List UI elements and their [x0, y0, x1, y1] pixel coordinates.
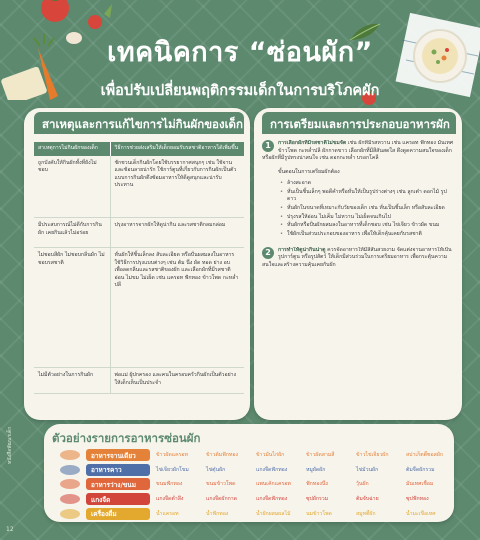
- list-item: • หั่นเป็นชิ้นเล็กๆ พอดีคำหรือหั่นให้เป็นรูปร่างต่างๆ เช่น ลูกเต๋า ดอกไม้ รูปดาว: [280, 189, 454, 204]
- menu-item: ต้มจืดผักรวม: [406, 466, 435, 473]
- list-item: • หั่นผักหรือปั่นผักผสมลงในอาหารที่เด็กชอบ เช่น ไข่เจียว ข้าวผัด ขนม: [280, 222, 454, 230]
- page-number: 12: [6, 526, 14, 533]
- menu-item: สปาเก็ตตี้ซอสผัก: [406, 452, 444, 459]
- prep-heading: การเตรียมและการประกอบอาหารผัก: [262, 112, 456, 134]
- fix-cell: พ่อแม่ ผู้ปกครอง และคนในครอบครัวกินผักเป็นตัวอย่างให้เด็กเห็นเป็นประจำ: [110, 368, 244, 394]
- menu-card: [44, 424, 454, 522]
- table-row: [34, 156, 244, 218]
- menu-rows: [60, 448, 450, 521]
- menu-heading: ตัวอย่างรายการอาหารซ่อนผัก: [52, 431, 201, 445]
- menu-row: [60, 477, 450, 492]
- menu-row: [60, 448, 450, 463]
- table-row: [34, 218, 244, 248]
- menu-row: [60, 463, 450, 478]
- menu-item: ข้าวผัดสามสี: [306, 452, 335, 459]
- menu-item: แพนเค้กแครอท: [256, 481, 291, 488]
- menu-item: วุ้นผัก: [356, 481, 369, 488]
- col-fix-header: วิธีการช่วยส่งเสริมให้เด็กยอมรับรสชาติอาหารได้เพิ่มขึ้น: [110, 142, 244, 156]
- menu-item: ฟักทองนึ่ง: [306, 481, 328, 488]
- prep-step-1: [262, 140, 454, 163]
- prep-items-list: [280, 180, 454, 239]
- causes-table: [34, 142, 244, 394]
- menu-item: ข้าวมันไก่ผัก: [256, 452, 285, 459]
- menu-item: สมูทตี้ผัก: [356, 510, 376, 517]
- menu-item: น้ำแครอท: [156, 510, 179, 517]
- prep-card: [254, 108, 462, 420]
- fix-cell: หั่นผักให้ชิ้นเล็กลง สับละเอียด หรือปั่นผสมลงในอาหาร ใช้วิธีการปรุงแบบต่างๆ เช่น ต้ม นึ่ง ผัด ทอด ย่าง อบ เพื่อลดกลิ่นและรสชาติของผัก และเลือกผักที่มีรสชาติอ่อน ไม่ขม ไม่เผ็ด เช่น แครอท ฟักทอง ข้าวโพด กะหล่ำปลี: [110, 248, 244, 368]
- step-2-title: การทำให้ดูน่ากินน่าดู: [278, 246, 326, 253]
- col-cause-header: สาเหตุการไม่กินผักของเด็ก: [34, 142, 110, 156]
- list-item: • หั่นผักในขนาดที่เหมาะกับวัยของเด็ก เช่น หั่นเป็นชิ้นเล็ก หรือสับละเอียด: [280, 205, 454, 213]
- causes-heading: สาเหตุและการแก้ไขการไม่กินผักของเด็ก: [34, 112, 244, 134]
- step-2-text: ควรจัดอาหารให้มีสีสันสวยงาม จัดแต่งจานอาหารให้เป็นรูปการ์ตูน หรือรูปสัตว์ ให้เด็กมีส่วนร่วมในการเตรียมอาหาร เพื่อกระตุ้นความสนใจและสร้างความคุ้นเคยกับผัก: [262, 246, 452, 269]
- title-highlight: “ซ่อนผัก”: [248, 37, 373, 68]
- step-1-title: การเลือกผักที่มีรสชาติไม่ขมจัด: [278, 140, 347, 146]
- menu-category-label: เครื่องดื่ม: [86, 508, 150, 520]
- prep-content: [262, 140, 454, 276]
- menu-row: [60, 492, 450, 507]
- causes-card: [24, 108, 250, 420]
- prep-step-2: [262, 247, 454, 270]
- menu-item: ขนมข้าวโพด: [206, 481, 236, 488]
- dish-icon: [60, 494, 80, 504]
- menu-item: แกงจืดตำลึง: [156, 496, 184, 503]
- dish-icon: [60, 509, 80, 519]
- title-main: [0, 30, 480, 73]
- step-number-1: 1: [262, 140, 274, 152]
- menu-item: ขนมฟักทอง: [156, 481, 183, 488]
- menu-item: ไข่ม้วนผัก: [356, 466, 379, 473]
- step-number-2: 2: [262, 247, 274, 259]
- cause-cell: มีประสบการณ์ไม่ดีกับการกินผัก เคยกินแล้วไม่อร่อย: [34, 218, 110, 248]
- menu-item: แกงจืดผักกาด: [206, 496, 238, 503]
- menu-item: ซุปผักรวม: [306, 496, 329, 503]
- step-1-text: เช่น ผักที่มีรสหวาน เช่น แครอท ฟักทอง มันเทศ ข้าวโพด กะหล่ำปลี ผักกาดขาว เลือกผักที่มีสีสันสดใส ดึงดูดความสนใจของเด็ก หรือผักที่มีรูปทรงน่าสนใจ เช่น ดอกกะหล่ำ บรอกโคลี: [262, 140, 454, 162]
- menu-category-label: อาหารคาว: [86, 464, 150, 476]
- table-row: [34, 368, 244, 394]
- menu-item: ต้มจับฉ่าย: [356, 496, 379, 503]
- list-item: • ปรุงรสให้อ่อน ไม่เค็ม ไม่หวาน ไม่เผ็ดจนเกินไป: [280, 214, 454, 222]
- dish-icon: [60, 479, 80, 489]
- menu-row: [60, 506, 450, 521]
- menu-item: นมข้าวโพด: [306, 510, 332, 517]
- prep-subhead: ขั้นตอนในการเตรียมผักต้อง: [278, 169, 340, 176]
- title-main-text: เทคนิคการ: [107, 37, 239, 68]
- side-caption: หนังสือพัฒนาเด็ก: [7, 426, 13, 464]
- menu-item: ไข่ตุ๋นผัก: [206, 466, 226, 473]
- menu-item: แกงจืดฟักทอง: [256, 466, 288, 473]
- dish-icon: [60, 465, 80, 475]
- menu-item: น้ำฟักทอง: [206, 510, 229, 517]
- list-item: • ใช้ผักเป็นส่วนประกอบของอาหาร เพื่อให้เด็กคุ้นเคยกับรสชาติ: [280, 231, 454, 239]
- dish-icon: [60, 450, 80, 460]
- list-item: • ล้างสะอาด: [280, 180, 454, 188]
- cause-cell: ไม่ชอบสีผัก ไม่ชอบกลิ่นผัก ไม่ชอบรสชาติ: [34, 248, 110, 368]
- menu-item: น้ำผักผสมผลไม้: [256, 510, 291, 517]
- menu-category-label: อาหารจานเดียว: [86, 449, 150, 461]
- menu-item: แกงจืดฟักทอง: [256, 496, 288, 503]
- title-subtitle: เพื่อปรับเปลี่ยนพฤติกรรมเด็กในการบริโภคผัก: [100, 83, 380, 99]
- fix-cell: ชักชวนเด็กกินผักโดยใช้บรรยากาศสนุกๆ เช่น ใช้จานและช้อนลายน่ารัก ใช้การ์ตูนที่เกี่ยวกับการกินผักเป็นตัวแบบการกินผักดึงซ้อมอาหารให้ดีดูสนุกและน่ารับประทาน: [110, 156, 244, 218]
- table-row: [34, 248, 244, 368]
- table-header-row: [34, 142, 244, 156]
- menu-item: น้ำมะเขือเทศ: [406, 510, 436, 517]
- menu-item: หมูผัดผัก: [306, 466, 326, 473]
- menu-item: ไข่เจียวผักโขม: [156, 466, 189, 473]
- menu-item: ข้าวไข่เจียวผัก: [356, 452, 389, 459]
- menu-category-label: แกงจืด: [86, 493, 150, 505]
- menu-item: มันเทศเชื่อม: [406, 481, 434, 488]
- page-title: [0, 30, 480, 102]
- menu-item: ข้าวต้มฟักทอง: [206, 452, 239, 459]
- cause-cell: ไม่มีตัวอย่างในการกินผัก: [34, 368, 110, 394]
- menu-category-label: อาหารว่าง/ขนม: [86, 478, 150, 490]
- menu-item: ซุปฟักทอง: [406, 496, 429, 503]
- menu-item: ข้าวผัดแครอท: [156, 452, 188, 459]
- fix-cell: ปรุงอาหารจากผักให้ดูน่ากิน และรสชาติกลมกล่อม: [110, 218, 244, 248]
- cause-cell: ถูกบังคับให้กินผักทั้งที่ยังไม่ชอบ: [34, 156, 110, 218]
